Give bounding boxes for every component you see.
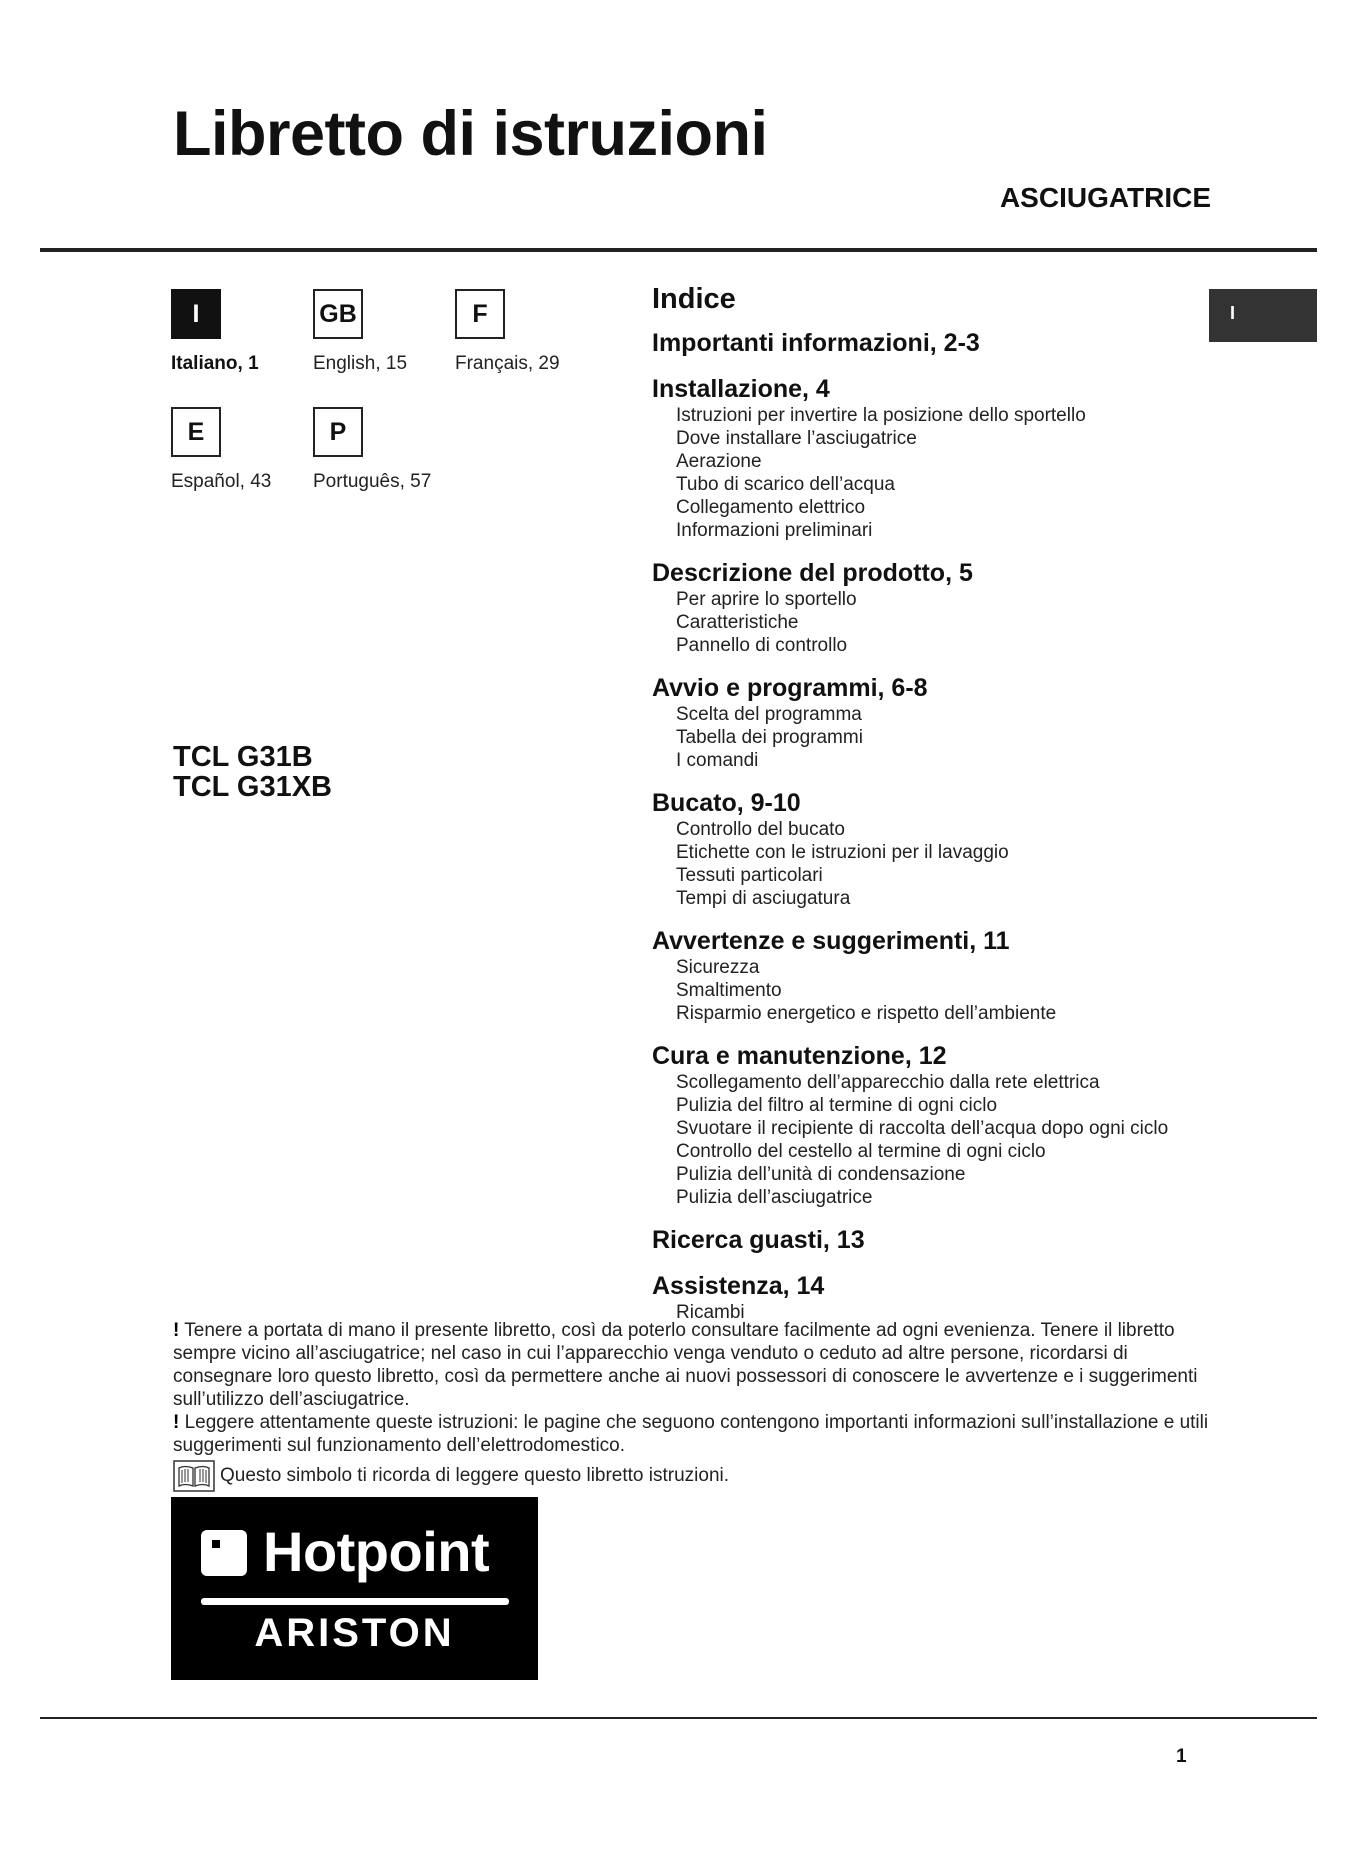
toc-section (652, 375, 1212, 542)
toc-item[interactable]: I comandi (676, 750, 759, 771)
toc-heading[interactable]: Ricerca guasti, 13 (652, 1226, 865, 1254)
toc-item[interactable]: Ricambi (676, 1302, 745, 1323)
toc-item[interactable]: Informazioni preliminari (676, 520, 873, 541)
toc-item[interactable]: Istruzioni per invertire la posizione dello sportello (676, 405, 1086, 426)
toc-title: Indice (652, 283, 736, 315)
toc-item[interactable]: Dove installare l’asciugatrice (676, 428, 917, 449)
toc-item[interactable]: Aerazione (676, 451, 762, 472)
toc-item[interactable]: Etichette con le istruzioni per il lavaggio (676, 842, 1009, 863)
top-divider (40, 248, 1317, 252)
toc-item[interactable]: Tabella dei programmi (676, 727, 863, 748)
logo-text-top: Hotpoint (263, 1520, 490, 1583)
toc-item[interactable]: Tessuti particolari (676, 865, 823, 886)
toc-item[interactable]: Pulizia dell’asciugatrice (676, 1187, 873, 1208)
toc-heading[interactable]: Assistenza, 14 (652, 1272, 825, 1300)
toc-item[interactable]: Svuotare il recipiente di raccolta dell’acqua dopo ogni ciclo (676, 1118, 1169, 1139)
lang-box-es: E (171, 407, 221, 457)
toc-item[interactable]: Controllo del cestello al termine di ogni ciclo (676, 1141, 1046, 1162)
toc-section (652, 1272, 1212, 1324)
toc-item[interactable]: Scollegamento dell’apparecchio dalla rete elettrica (676, 1072, 1100, 1093)
book-icon (173, 1460, 215, 1492)
toc-section (652, 789, 1212, 910)
lang-box-fr: F (455, 289, 505, 339)
toc-section (652, 674, 1212, 772)
lang-it[interactable] (171, 289, 259, 374)
toc-heading[interactable]: Avvertenze e suggerimenti, 11 (652, 927, 1010, 955)
note-text: Tenere a portata di mano il presente libretto, così da poterlo consultare facilmente ad ogni evenienza. Tenere il libretto sempre vicino all’asciugatrice; nel caso in cui l’apparecchio venga venduto o ceduto ad altre persone, ricordarsi di consegnare loro questo libretto, così da permettere anche ai nuovi possessori di conoscere le avvertenze e i suggerimenti sull’utilizzo dell’asciugatrice. (173, 1320, 1198, 1410)
toc-item[interactable]: Tempi di asciugatura (676, 888, 851, 909)
section-tab: I (1209, 289, 1317, 342)
toc-item[interactable]: Sicurezza (676, 957, 760, 978)
toc-section (652, 559, 1212, 657)
toc-heading[interactable]: Avvio e programmi, 6-8 (652, 674, 928, 702)
warning-mark: ! (173, 1412, 180, 1433)
lang-label-gb: English, 15 (313, 353, 408, 374)
toc-heading[interactable]: Cura e manutenzione, 12 (652, 1042, 947, 1070)
lang-label-pt: Português, 57 (313, 471, 432, 492)
warning-mark: ! (173, 1320, 180, 1341)
toc-item[interactable]: Smaltimento (676, 980, 782, 1001)
toc-item[interactable]: Caratteristiche (676, 612, 799, 633)
toc-item[interactable]: Pulizia dell’unità di condensazione (676, 1164, 966, 1185)
symbol-caption: Questo simbolo ti ricorda di leggere questo libretto istruzioni. (220, 1465, 730, 1486)
note-paragraph (173, 1319, 1213, 1411)
lang-pt[interactable] (313, 407, 432, 492)
logo-text-bottom: ARISTON (254, 1611, 455, 1655)
reading-symbol-row (173, 1460, 729, 1492)
lang-fr[interactable] (455, 289, 560, 374)
lang-box-it: I (171, 289, 221, 339)
toc-item[interactable]: Tubo di scarico dell’acqua (676, 474, 895, 495)
model-name: TCL G31B (173, 741, 313, 773)
brand-logo (171, 1497, 538, 1680)
notes-block (173, 1319, 1213, 1457)
toc-heading[interactable]: Bucato, 9-10 (652, 789, 801, 817)
model-names (173, 742, 332, 802)
note-text: Leggere attentamente queste istruzioni: le pagine che seguono contengono importanti informazioni sull’installazione e utili suggerimenti sul funzionamento dell’elettrodomestico. (173, 1412, 1209, 1456)
toc-heading[interactable]: Installazione, 4 (652, 375, 830, 403)
toc-item[interactable]: Pannello di controllo (676, 635, 848, 656)
logo-mark-icon (201, 1530, 247, 1576)
toc-section (652, 1042, 1212, 1209)
toc-item[interactable]: Scelta del programma (676, 704, 862, 725)
toc-section (652, 927, 1212, 1025)
lang-es[interactable] (171, 407, 272, 492)
model-name: TCL G31XB (173, 771, 333, 803)
toc-heading[interactable]: Importanti informazioni, 2-3 (652, 329, 980, 357)
bottom-divider (40, 1717, 1317, 1719)
product-type: ASCIUGATRICE (999, 182, 1211, 213)
toc-item[interactable]: Controllo del bucato (676, 819, 845, 840)
toc-item[interactable]: Risparmio energetico e rispetto dell’ambiente (676, 1003, 1057, 1024)
toc-section (652, 329, 1212, 358)
toc-heading[interactable]: Descrizione del prodotto, 5 (652, 559, 973, 587)
toc-item[interactable]: Collegamento elettrico (676, 497, 866, 518)
page-title: Libretto di istruzioni (173, 99, 768, 169)
lang-box-pt: P (313, 407, 363, 457)
toc-section (652, 1226, 1212, 1255)
lang-label-fr: Français, 29 (455, 353, 560, 374)
table-of-contents (652, 283, 1212, 1341)
lang-gb[interactable] (313, 289, 408, 374)
page-number: 1 (1176, 1746, 1187, 1767)
lang-label-it: Italiano, 1 (171, 353, 259, 374)
note-paragraph (173, 1411, 1213, 1457)
toc-item[interactable]: Per aprire lo sportello (676, 589, 857, 610)
logo-divider (201, 1598, 509, 1605)
toc-item[interactable]: Pulizia del filtro al termine di ogni ciclo (676, 1095, 998, 1116)
lang-box-gb: GB (313, 289, 363, 339)
lang-label-es: Español, 43 (171, 471, 272, 492)
